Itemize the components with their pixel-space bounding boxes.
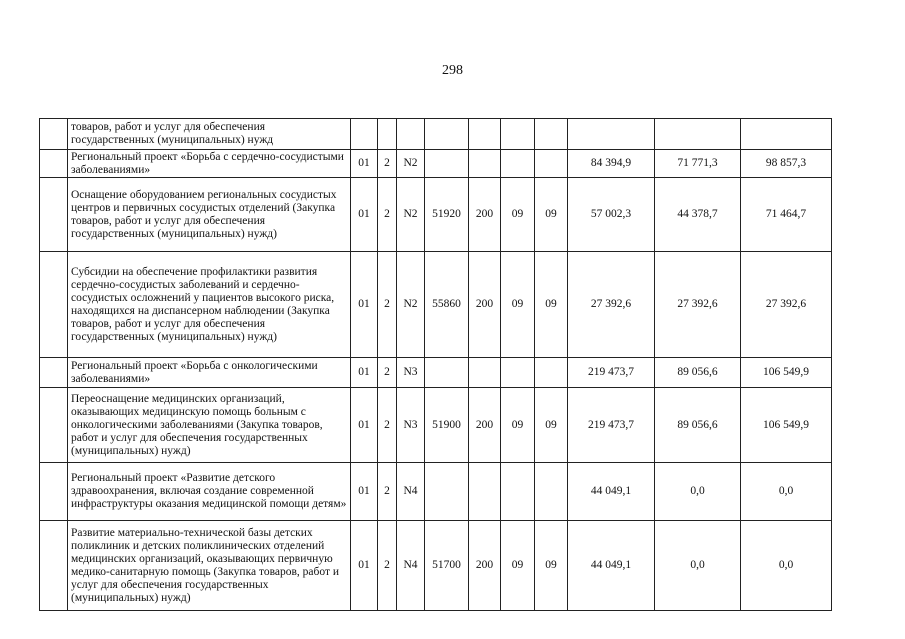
section-code <box>501 119 535 150</box>
program-code: 01 <box>351 150 378 178</box>
subsection-code: 09 <box>535 521 568 611</box>
section-code: 09 <box>501 252 535 358</box>
budget-item-name: Региональный проект «Развитие детского здравоохранения, включая создание современной инфраструктуры оказания медицинской помощи детям» <box>68 463 351 521</box>
subsection-code <box>535 150 568 178</box>
subsection-code: 09 <box>535 178 568 252</box>
project-code: N2 <box>397 252 425 358</box>
table-row <box>40 358 832 388</box>
project-code: N3 <box>397 358 425 388</box>
amount-year-2: 89 056,6 <box>655 388 741 463</box>
program-code <box>351 119 378 150</box>
table-row <box>40 521 832 611</box>
amount-year-2: 89 056,6 <box>655 358 741 388</box>
program-code: 01 <box>351 388 378 463</box>
amount-year-3 <box>741 119 832 150</box>
expense-type-code: 200 <box>469 388 501 463</box>
section-code <box>501 463 535 521</box>
section-code <box>501 150 535 178</box>
amount-year-2: 0,0 <box>655 521 741 611</box>
amount-year-1: 27 392,6 <box>568 252 655 358</box>
table-row <box>40 463 832 521</box>
subprogram-code: 2 <box>378 463 397 521</box>
direction-code: 51920 <box>425 178 469 252</box>
budget-table <box>39 118 832 611</box>
amount-year-2: 27 392,6 <box>655 252 741 358</box>
direction-code <box>425 463 469 521</box>
amount-year-1: 57 002,3 <box>568 178 655 252</box>
subsection-code <box>535 358 568 388</box>
amount-year-3: 106 549,9 <box>741 358 832 388</box>
budget-item-name: Развитие материально-технической базы детских поликлиник и детских поликлинических отделений медицинских организаций, оказывающих первичную медико-санитарную помощь (Закупка товаров, работ и услуг для обеспечения государственных (муниципальных) нужд) <box>68 521 351 611</box>
expense-type-code <box>469 463 501 521</box>
budget-item-name: товаров, работ и услуг для обеспечения государственных (муниципальных) нужд <box>68 119 351 150</box>
row-margin-cell <box>40 463 68 521</box>
project-code: N3 <box>397 388 425 463</box>
page-number: 298 <box>442 63 463 78</box>
direction-code <box>425 150 469 178</box>
amount-year-3: 0,0 <box>741 521 832 611</box>
row-margin-cell <box>40 521 68 611</box>
subprogram-code: 2 <box>378 150 397 178</box>
row-margin-cell <box>40 119 68 150</box>
subprogram-code: 2 <box>378 358 397 388</box>
budget-item-name: Переоснащение медицинских организаций, оказывающих медицинскую помощь больным с онкологическими заболеваниями (Закупка товаров, работ и услуг для обеспечения государственных (муниципальных) нужд) <box>68 388 351 463</box>
subprogram-code: 2 <box>378 521 397 611</box>
amount-year-3: 27 392,6 <box>741 252 832 358</box>
table-row <box>40 178 832 252</box>
amount-year-1: 44 049,1 <box>568 521 655 611</box>
amount-year-3: 98 857,3 <box>741 150 832 178</box>
budget-item-name: Субсидии на обеспечение профилактики развития сердечно-сосудистых заболеваний и сердечно-сосудистых осложнений у пациентов высокого риска, находящихся на диспансерном наблюдении (Закупка товаров, работ и услуг для обеспечения государственных (муниципальных) нужд) <box>68 252 351 358</box>
amount-year-3: 71 464,7 <box>741 178 832 252</box>
table-row <box>40 119 832 150</box>
amount-year-3: 106 549,9 <box>741 388 832 463</box>
subprogram-code: 2 <box>378 388 397 463</box>
program-code: 01 <box>351 463 378 521</box>
subprogram-code <box>378 119 397 150</box>
direction-code <box>425 119 469 150</box>
row-margin-cell <box>40 388 68 463</box>
program-code: 01 <box>351 358 378 388</box>
expense-type-code <box>469 150 501 178</box>
amount-year-2 <box>655 119 741 150</box>
program-code: 01 <box>351 178 378 252</box>
expense-type-code: 200 <box>469 178 501 252</box>
amount-year-1: 44 049,1 <box>568 463 655 521</box>
subprogram-code: 2 <box>378 252 397 358</box>
row-margin-cell <box>40 178 68 252</box>
program-code: 01 <box>351 252 378 358</box>
section-code: 09 <box>501 521 535 611</box>
table-row <box>40 388 832 463</box>
table-row <box>40 150 832 178</box>
section-code: 09 <box>501 388 535 463</box>
section-code: 09 <box>501 178 535 252</box>
row-margin-cell <box>40 358 68 388</box>
subprogram-code: 2 <box>378 178 397 252</box>
row-margin-cell <box>40 150 68 178</box>
amount-year-2: 44 378,7 <box>655 178 741 252</box>
subsection-code <box>535 119 568 150</box>
amount-year-2: 0,0 <box>655 463 741 521</box>
subsection-code <box>535 463 568 521</box>
row-margin-cell <box>40 252 68 358</box>
budget-item-name: Оснащение оборудованием региональных сосудистых центров и первичных сосудистых отделений (Закупка товаров, работ и услуг для обеспечения государственных (муниципальных) нужд) <box>68 178 351 252</box>
direction-code: 51700 <box>425 521 469 611</box>
expense-type-code: 200 <box>469 521 501 611</box>
subsection-code: 09 <box>535 388 568 463</box>
direction-code: 55860 <box>425 252 469 358</box>
direction-code: 51900 <box>425 388 469 463</box>
budget-item-name: Региональный проект «Борьба с сердечно-сосудистыми заболеваниями» <box>68 150 351 178</box>
program-code: 01 <box>351 521 378 611</box>
subsection-code: 09 <box>535 252 568 358</box>
table-row <box>40 252 832 358</box>
expense-type-code <box>469 119 501 150</box>
project-code: N4 <box>397 521 425 611</box>
budget-item-name: Региональный проект «Борьба с онкологическими заболеваниями» <box>68 358 351 388</box>
amount-year-3: 0,0 <box>741 463 832 521</box>
amount-year-1 <box>568 119 655 150</box>
amount-year-1: 219 473,7 <box>568 358 655 388</box>
section-code <box>501 358 535 388</box>
expense-type-code: 200 <box>469 252 501 358</box>
project-code: N2 <box>397 178 425 252</box>
project-code: N2 <box>397 150 425 178</box>
project-code: N4 <box>397 463 425 521</box>
expense-type-code <box>469 358 501 388</box>
amount-year-2: 71 771,3 <box>655 150 741 178</box>
amount-year-1: 84 394,9 <box>568 150 655 178</box>
table-body <box>40 119 832 611</box>
direction-code <box>425 358 469 388</box>
project-code <box>397 119 425 150</box>
amount-year-1: 219 473,7 <box>568 388 655 463</box>
